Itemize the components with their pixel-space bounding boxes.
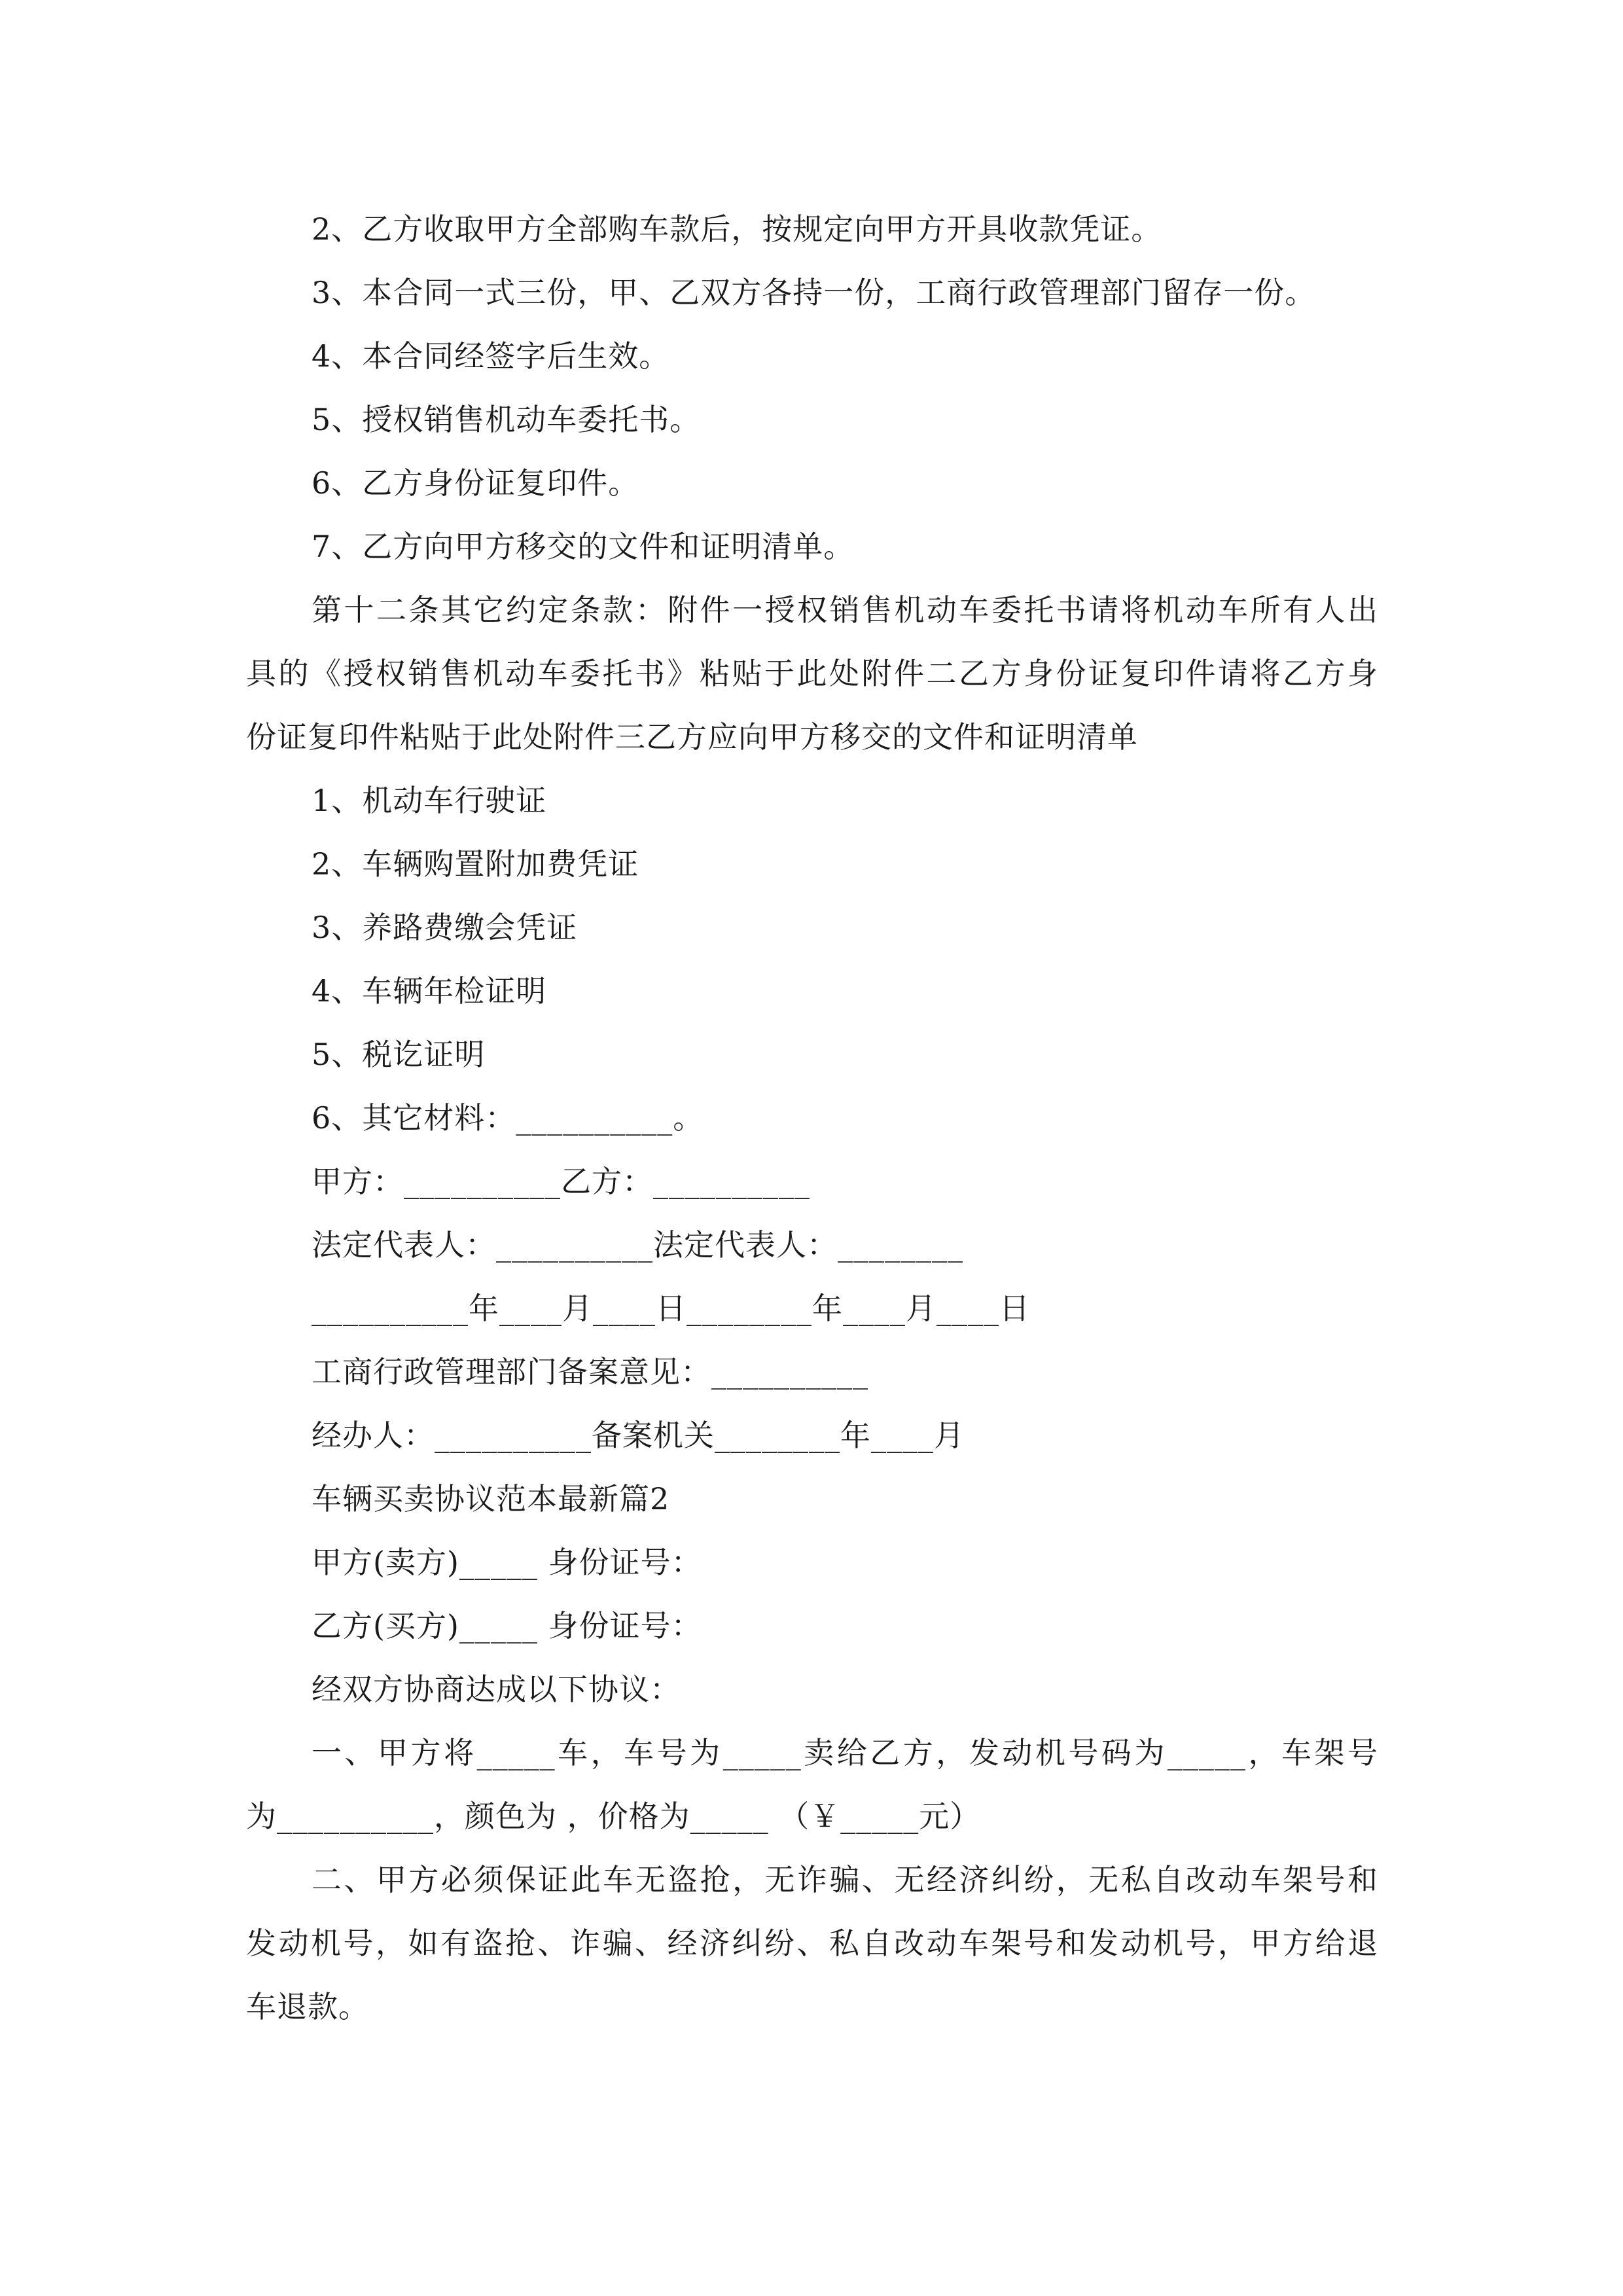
- list-item: 3、本合同一式三份，甲、乙双方各持一份，工商行政管理部门留存一份。: [312, 275, 1316, 310]
- list-item: 7、乙方向甲方移交的文件和证明清单。: [312, 529, 855, 564]
- party-line: 乙方(买方)_____ 身份证号：: [312, 1608, 702, 1643]
- party-line: 甲方(卖方)_____ 身份证号：: [312, 1545, 702, 1580]
- list-item: 3、养路费缴会凭证: [312, 910, 578, 945]
- list-item: 5、授权销售机动车委托书。: [312, 402, 701, 437]
- paragraph-line: 具的《授权销售机动车委托书》粘贴于此处附件二乙方身份证复印件请将乙方身: [246, 656, 1378, 691]
- filing-line: 工商行政管理部门备案意见：__________: [312, 1354, 868, 1390]
- paragraph-line: 一、甲方将_____车，车号为_____卖给乙方，发动机号码为_____，车架号: [312, 1735, 1379, 1770]
- list-item: 6、其它材料：__________。: [312, 1100, 704, 1136]
- paragraph-line: 份证复印件粘贴于此处附件三乙方应向甲方移交的文件和证明清单: [246, 719, 1138, 755]
- date-line: __________年____月____日________年____月____日: [312, 1291, 1030, 1326]
- signature-line: 甲方：__________乙方：__________: [312, 1164, 810, 1199]
- section-title: 车辆买卖协议范本最新篇2: [312, 1481, 670, 1516]
- paragraph-line: 二、甲方必须保证此车无盗抢，无诈骗、无经济纠纷，无私自改动车架号和: [312, 1862, 1378, 1897]
- paragraph-line: 为__________，颜色为 ，价格为_____ （￥_____元）: [246, 1799, 981, 1834]
- signature-line: 法定代表人：__________法定代表人：________: [312, 1227, 963, 1263]
- list-item: 4、本合同经签字后生效。: [312, 338, 670, 374]
- list-item: 1、机动车行驶证: [312, 783, 547, 818]
- list-item: 4、车辆年检证明: [312, 973, 547, 1009]
- list-item: 2、乙方收取甲方全部购车款后，按规定向甲方开具收款凭证。: [312, 211, 1162, 247]
- list-item: 5、税讫证明: [312, 1037, 486, 1072]
- paragraph-line: 发动机号，如有盗抢、诈骗、经济纠纷、私自改动车架号和发动机号，甲方给退: [246, 1926, 1378, 1961]
- list-item: 2、车辆购置附加费凭证: [312, 846, 639, 882]
- list-item: 6、乙方身份证复印件。: [312, 465, 639, 501]
- paragraph-line: 经双方协商达成以下协议：: [312, 1672, 681, 1707]
- paragraph-line: 车退款。: [246, 1989, 369, 2024]
- filing-line: 经办人：__________备案机关________年____月: [312, 1418, 965, 1453]
- paragraph-line: 第十二条其它约定条款：附件一授权销售机动车委托书请将机动车所有人出: [312, 592, 1378, 628]
